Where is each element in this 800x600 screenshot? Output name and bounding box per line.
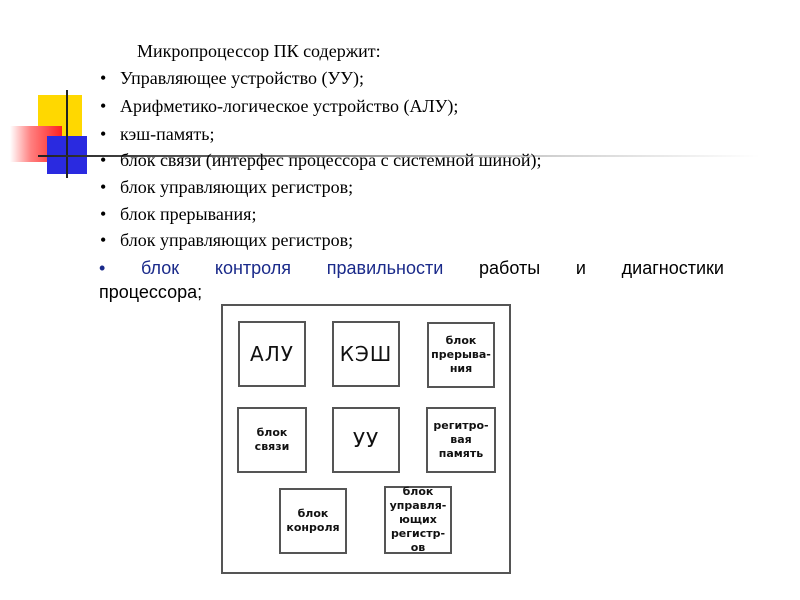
bullet: • bbox=[100, 204, 107, 224]
list-item bbox=[100, 204, 256, 225]
bullet: • bbox=[100, 230, 107, 250]
list-item-text: кэш-память; bbox=[120, 124, 215, 144]
list-item bbox=[100, 96, 458, 117]
bullet: • bbox=[100, 68, 107, 88]
control-registers-block: блок управля- ющих регистр- ов bbox=[384, 486, 452, 554]
control-unit-block: УУ bbox=[332, 407, 400, 473]
register-memory-block: регитро- вая память bbox=[426, 407, 496, 473]
interrupt-block: блок прерыва- ния bbox=[427, 322, 495, 388]
link-block: блок связи bbox=[237, 407, 307, 473]
last-item-black-text: работы и диагностики bbox=[479, 258, 724, 278]
bullet: • bbox=[100, 177, 107, 197]
last-list-item bbox=[99, 254, 724, 282]
list-item-text: блок управляющих регистров; bbox=[120, 230, 354, 250]
bullet: • bbox=[100, 124, 107, 144]
cache-block: КЭШ bbox=[332, 321, 400, 387]
bullet: • bbox=[99, 258, 106, 278]
list-item-text: Арифметико-логическое устройство (АЛУ); bbox=[120, 96, 459, 116]
list-item-text: блок связи (интерфес процессора с системной шиной); bbox=[120, 150, 542, 170]
control-block: блок конроля bbox=[279, 488, 347, 554]
list-item bbox=[100, 177, 353, 198]
list-item bbox=[100, 230, 353, 251]
alu-block: АЛУ bbox=[238, 321, 306, 387]
list-item-text: блок управляющих регистров; bbox=[120, 177, 354, 197]
page-title: Микропроцессор ПК содержит: bbox=[137, 41, 381, 61]
list-item bbox=[100, 124, 214, 145]
last-item-blue-text: блок контроля правильности bbox=[141, 258, 444, 278]
vertical-line bbox=[66, 90, 68, 178]
bullet: • bbox=[100, 150, 107, 170]
list-item bbox=[100, 150, 541, 171]
processor-diagram bbox=[221, 304, 511, 574]
last-item-continuation: процессора; bbox=[99, 282, 203, 302]
list-item-text: блок прерывания; bbox=[120, 204, 257, 224]
bullet: • bbox=[100, 96, 107, 116]
list-item-text: Управляющее устройство (УУ); bbox=[120, 68, 365, 88]
list-item bbox=[100, 68, 364, 89]
